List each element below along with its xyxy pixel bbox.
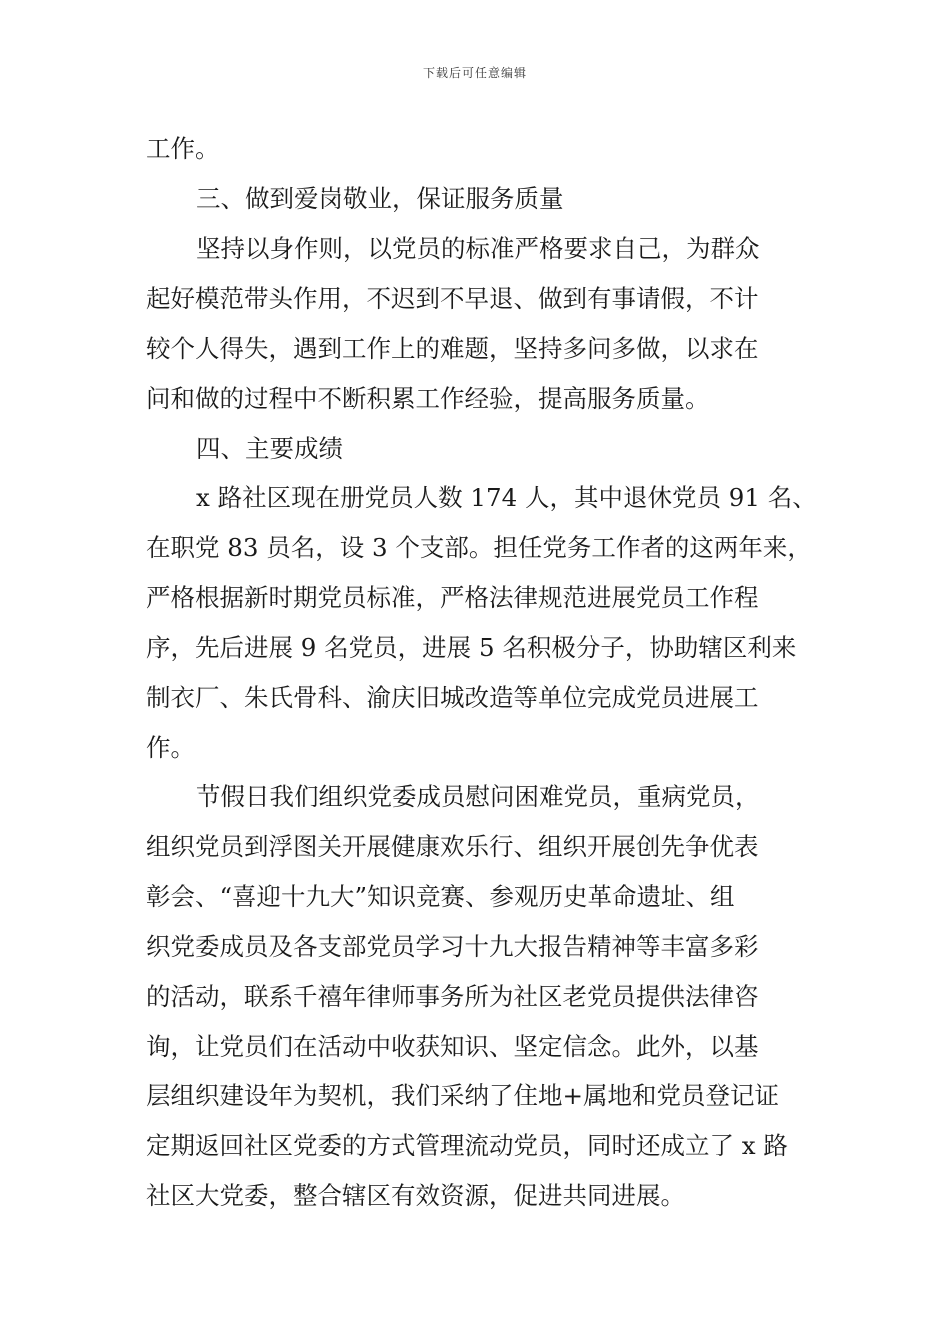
text-line: 起好模范带头作用，不迟到不早退、做到有事请假，不计 (146, 284, 759, 313)
text-line: 询，让党员们在活动中收获知识、坚定信念。此外，以基 (146, 1032, 759, 1061)
text-line: 的活动，联系千禧年律师事务所为社区老党员提供法律咨 (146, 982, 759, 1011)
text-line: 社区大党委，整合辖区有效资源，促进共同进展。 (146, 1181, 685, 1210)
text-line: 彰会、“喜迎十九大”知识竞赛、参观历史革命遗址、组 (146, 882, 735, 911)
text-line: 工作。 (146, 134, 220, 163)
text-line: 序，先后进展 9 名党员，进展 5 名积极分子，协助辖区利来 (146, 633, 797, 662)
text-line: 问和做的过程中不断积累工作经验，提高服务质量。 (146, 384, 710, 413)
text-line: 定期返回社区党委的方式管理流动党员，同时还成立了 x 路 (146, 1131, 788, 1160)
section-heading: 四、主要成绩 (196, 434, 343, 463)
text-line: 层组织建设年为契机，我们采纳了住地+属地和党员登记证 (146, 1081, 780, 1110)
section-heading: 三、做到爱岗敬业，保证服务质量 (196, 184, 564, 213)
text-line: 制衣厂、朱氏骨科、渝庆旧城改造等单位完成党员进展工 (146, 683, 759, 712)
text-line: 组织党员到浮图关开展健康欢乐行、组织开展创先争优表 (146, 832, 759, 861)
text-line: 节假日我们组织党委成员慰问困难党员，重病党员， (196, 782, 760, 811)
text-line: 作。 (146, 733, 195, 762)
text-line: x 路社区现在册党员人数 174 人，其中退休党员 91 名、 (196, 483, 817, 512)
text-line: 在职党 83 员名，设 3 个支部。担任党务工作者的这两年来， (146, 533, 812, 562)
text-line: 坚持以身作则，以党员的标准严格要求自己，为群众 (196, 234, 760, 263)
page-header: 下载后可任意编辑 (422, 66, 527, 80)
text-line: 较个人得失，遇到工作上的难题，坚持多问多做，以求在 (146, 334, 759, 363)
text-line: 严格根据新时期党员标准，严格法律规范进展党员工作程 (146, 583, 759, 612)
text-line: 织党委成员及各支部党员学习十九大报告精神等丰富多彩 (146, 932, 759, 961)
